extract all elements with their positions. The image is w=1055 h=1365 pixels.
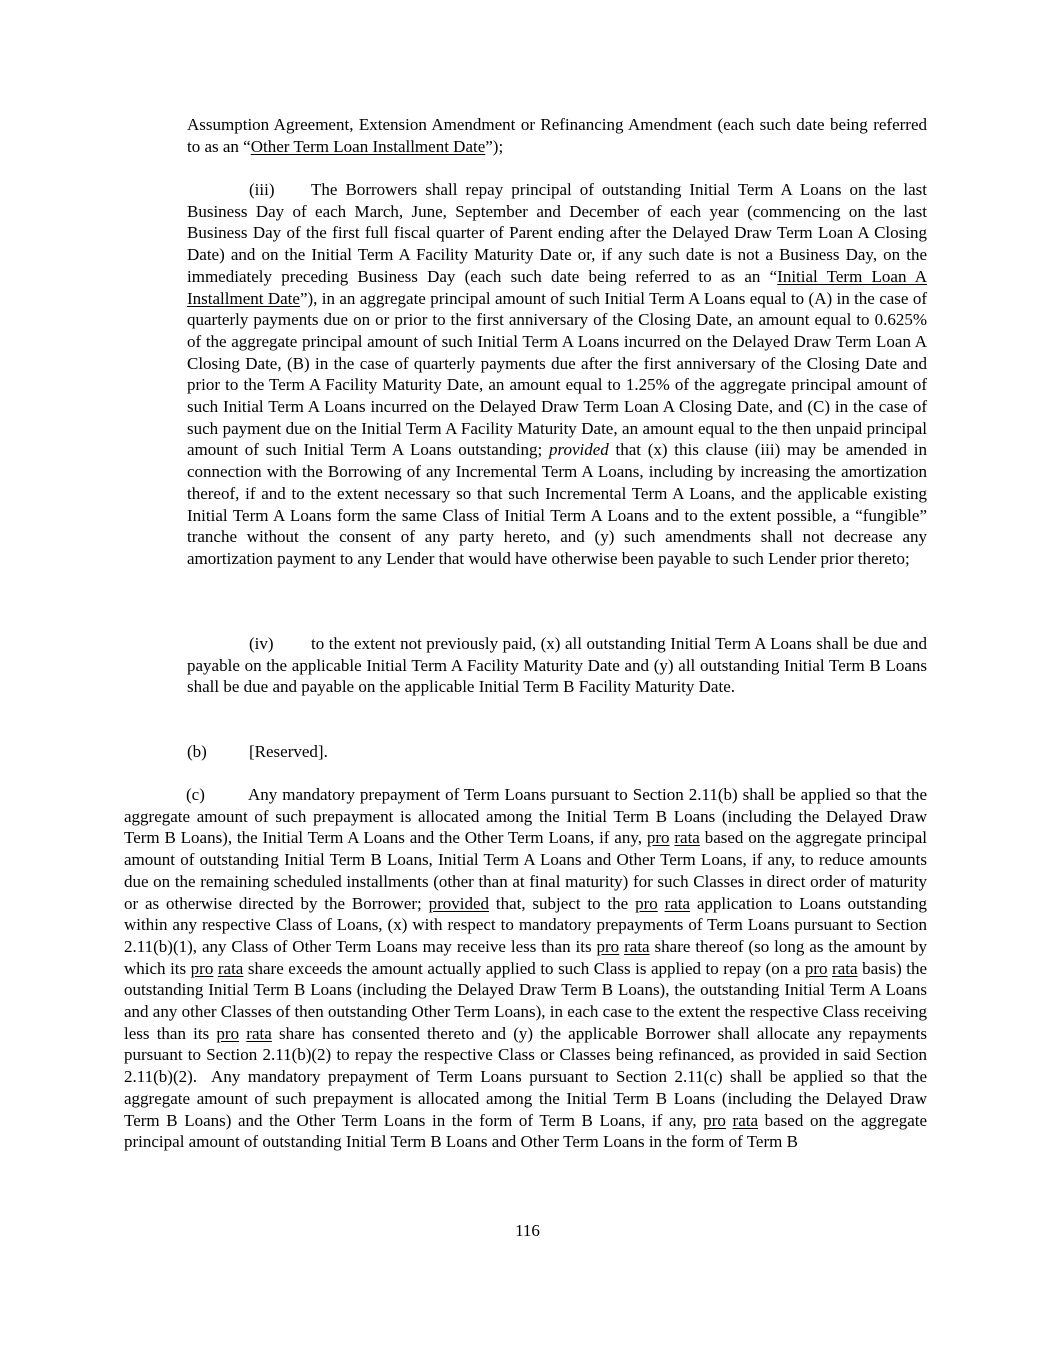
defined-term: pro (190, 958, 214, 978)
defined-term: pro (216, 1023, 240, 1043)
clause-label: (iv) (249, 634, 274, 653)
page-number: 116 (515, 1221, 540, 1240)
defined-term: rata (664, 893, 691, 913)
defined-term: Initial Term Loan A Installment Date (187, 266, 928, 308)
paragraph-continuation (187, 114, 927, 157)
defined-term: provided (428, 893, 490, 913)
defined-term: rata (832, 958, 858, 978)
clause-iv (187, 633, 927, 698)
paragraph-text: application to Loans outstanding within any respective Class of Loans, (x) with respect to mandatory prepayments of Term Loans pursuant to Section 2.11(b)(1), any Class of Other Term Loans may receive less than its (124, 893, 927, 956)
defined-term: rata (732, 1110, 759, 1130)
paragraph-text: that (x) this clause (iii) may be amended in connection with the Borrowing of any Incremental Term A Loans, including by increasing the amortization thereof, if and to the extent necessary so that such Incremental Term A Loans, and the applicable existing Initial Term A Loans form the same Class of Initial Term A Loans and to the extent possible, a “fungible” tranche without the consent of any party hereto, and (y) such amendments shall not decrease any amortization payment to any Lender that would have otherwise been payable to such Lender prior thereto; (187, 440, 927, 568)
paragraph-text: share exceeds the amount actually applied to such Class is applied to repay (on a (247, 958, 801, 978)
section-c (124, 784, 927, 1153)
defined-term: Other Term Loan Installment Date (250, 136, 486, 156)
defined-term: rata (624, 936, 650, 956)
paragraph-text: Any mandatory prepayment of Term Loans pursuant to Section 2.11(b) shall be applied so that the aggregate amount of such prepayment is allocated among the Initial Term B Loans (including the Delayed Draw Term B Loans), the Initial Term A Loans and the Other Term Loans, if any, (124, 785, 927, 848)
defined-term: pro (703, 1110, 726, 1130)
defined-term: pro (635, 893, 658, 913)
clause-iii (187, 179, 927, 570)
paragraph-text: [Reserved]. (249, 742, 328, 761)
paragraph-text: Assumption Agreement, Extension Amendment or Refinancing Amendment (each such date being referred to as an “ (187, 115, 927, 156)
section-label: (b) (187, 742, 207, 761)
defined-term: pro (596, 936, 620, 956)
paragraph-text: ”), in an aggregate principal amount of such Initial Term A Loans equal to (A) in the case of quarterly payments due on or prior to the first anniversary of the Closing Date, an amount equal to 0.625% of the aggregate principal amount of such Initial Term A Loans incurred on the Delayed Draw Term Loan A Closing Date, (B) in the case of quarterly payments due after the first anniversary of the Closing Date and prior to the Term A Facility Maturity Date, an amount equal to 1.25% of the aggregate principal amount of such Initial Term A Loans incurred on the Delayed Draw Term Loan A Closing Date, and (C) in the case of such payment due on the Initial Term A Facility Maturity Date, an amount equal to the then unpaid principal amount of such Initial Term A Loans outstanding; (187, 288, 928, 460)
section-label: (c) (186, 785, 205, 804)
section-b (187, 741, 927, 763)
paragraph-text: to the extent not previously paid, (x) all outstanding Initial Term A Loans shall be due and payable on the applicable Initial Term A Facility Maturity Date and (y) all outstanding Initial Term B Loans shall be due and payable on the applicable Initial Term B Facility Maturity Date. (187, 634, 927, 697)
paragraph-text: basis) the outstanding Initial Term B Loans (including the Delayed Draw Term B Loans), the outstanding Initial Term A Loans and any other Classes of then outstanding Other Term Loans), in each case to the extent the respective Class receiving less than its (124, 958, 928, 1043)
defined-term: pro (646, 828, 670, 848)
defined-term: rata (246, 1023, 272, 1043)
clause-label: (iii) (249, 180, 275, 199)
paragraph-text: based on the aggregate principal amount of outstanding Initial Term B Loans, Initial Term A Loans and Other Term Loans, if any, to reduce amounts due on the remaining scheduled installments (other than at final maturity) for such Classes in direct order of maturity or as otherwise directed by the Borrower; (124, 828, 928, 913)
paragraph-text: based on the aggregate principal amount of outstanding Initial Term B Loans and Other Term Loans in the form of Term B (124, 1110, 928, 1152)
paragraph-text: ”); (485, 136, 504, 156)
defined-term: pro (804, 958, 828, 978)
defined-term: rata (674, 828, 700, 848)
paragraph-text: share has consented thereto and (y) the applicable Borrower shall allocate any repayments pursuant to Section 2.11(b)(2) to repay the respective Class or Classes being refinanced, as provided in said Section 2.11(b)(2). Any mandatory prepayment of Term Loans pursuant to Section 2.11(c) shall be applied so that the aggregate amount of such prepayment is allocated among the Initial Term B Loans (including the Delayed Draw Term B Loans) and the Other Term Loans in the form of Term B Loans, if any, (124, 1023, 928, 1130)
italic-term: provided (548, 440, 609, 460)
paragraph-text: share thereof (so long as the amount by which its (124, 936, 928, 978)
paragraph-text: The Borrowers shall repay principal of outstanding Initial Term A Loans on the last Business Day of each March, June, September and December of each year (commencing on the last Business Day of the first full fiscal quarter of Parent ending after the Delayed Draw Term Loan A Closing Date) and on the Initial Term A Facility Maturity Date or, if any such date is not a Business Day, on the immediately preceding Business Day (each such date being referred to as an “ (187, 180, 927, 286)
defined-term: rata (217, 958, 244, 978)
paragraph-text: that, subject to the (495, 893, 629, 913)
